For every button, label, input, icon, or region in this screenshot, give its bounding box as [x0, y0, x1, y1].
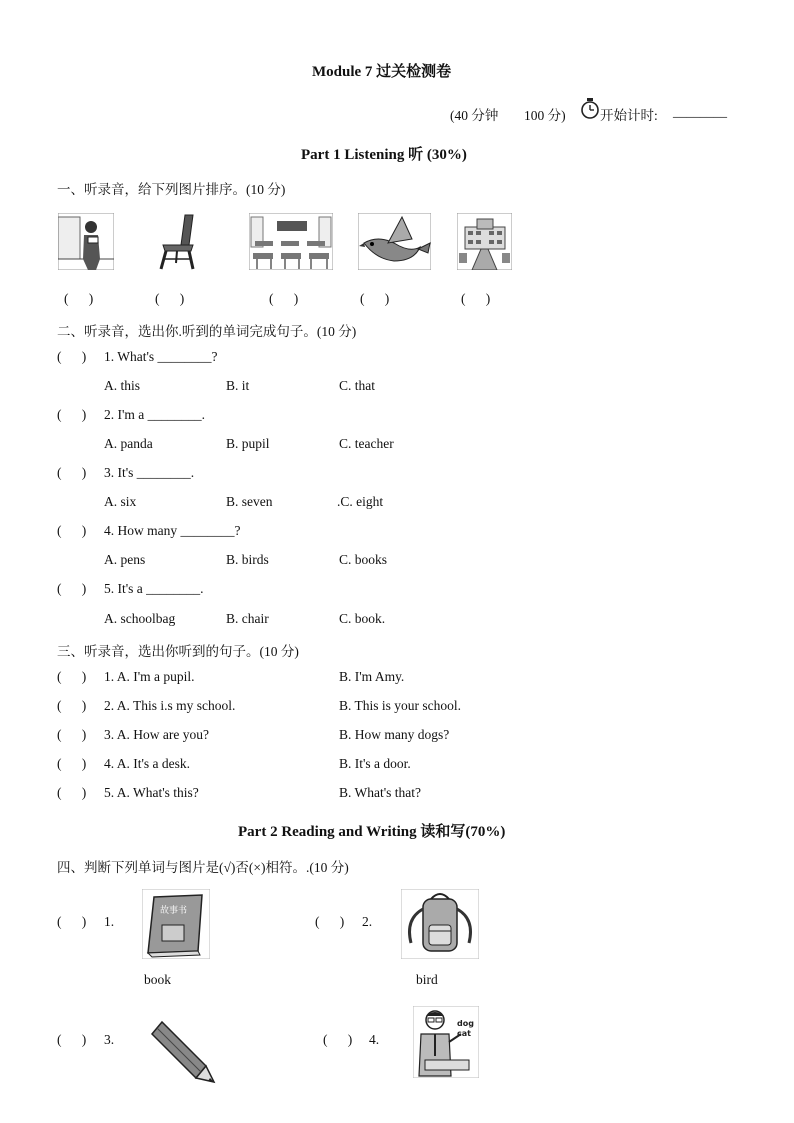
board-word-cat: cat [457, 1029, 471, 1038]
school-picture [457, 213, 512, 270]
option-b: B. seven [226, 494, 273, 509]
part1-heading: Part 1 Listening 听 (30%) [301, 147, 467, 163]
item-number: 4. [369, 1032, 380, 1047]
option-b: B. birds [226, 552, 269, 567]
total-score: 100 分) [524, 108, 566, 123]
option-a: 5. A. What's this? [104, 785, 199, 800]
item-word: bird [416, 972, 438, 987]
pencil-picture [148, 1020, 216, 1084]
order-bracket[interactable]: ( ) [360, 291, 390, 306]
option-c: .C. eight [337, 494, 384, 509]
classroom-picture [249, 213, 333, 270]
question-text: 5. It's a ________. [104, 581, 204, 596]
question-text: 3. It's ________. [104, 465, 195, 480]
answer-bracket[interactable]: ( ) [57, 914, 87, 929]
answer-bracket[interactable]: ( ) [57, 1032, 87, 1047]
option-a: 2. A. This i.s my school. [104, 698, 236, 713]
answer-bracket[interactable]: ( ) [57, 698, 87, 713]
time-limit: (40 分钟 [450, 108, 499, 123]
answer-bracket[interactable]: ( ) [57, 669, 87, 684]
bird-picture [358, 213, 431, 270]
part2-heading: Part 2 Reading and Writing 读和写(70%) [238, 824, 506, 840]
order-bracket[interactable]: ( ) [155, 291, 185, 306]
question-text: 4. How many ________? [104, 523, 241, 538]
answer-bracket[interactable]: ( ) [57, 523, 87, 538]
answer-bracket[interactable]: ( ) [57, 581, 87, 596]
question-text: 1. What's ________? [104, 349, 218, 364]
option-b: B. How many dogs? [339, 727, 450, 742]
answer-bracket[interactable]: ( ) [57, 756, 87, 771]
answer-bracket[interactable]: ( ) [323, 1032, 353, 1047]
item-number: 1. [104, 914, 115, 929]
page-title: Module 7 过关检测卷 [312, 64, 452, 80]
option-a: A. this [104, 378, 141, 393]
answer-bracket[interactable]: ( ) [57, 785, 87, 800]
question-text: 2. I'm a ________. [104, 407, 206, 422]
option-a: A. six [104, 494, 137, 509]
section1-heading: 一、听录音，给下列图片排序。(10 分) [57, 182, 286, 197]
teacher-board-picture [413, 1006, 479, 1078]
answer-bracket[interactable]: ( ) [57, 407, 87, 422]
option-b: B. it [226, 378, 250, 393]
section3-heading: 三、听录音，选出你听到的句子。(10 分) [57, 644, 299, 659]
option-b: B. chair [226, 611, 269, 626]
option-b: B. This is your school. [339, 698, 462, 713]
answer-bracket[interactable]: ( ) [57, 349, 87, 364]
stopwatch-icon [580, 97, 600, 119]
option-a: A. pens [104, 552, 146, 567]
storybook-picture [142, 889, 210, 959]
option-b: B. pupil [226, 436, 270, 451]
option-a: A. panda [104, 436, 153, 451]
timer-label: 开始计时: [600, 108, 658, 123]
schoolbag-picture [401, 889, 479, 959]
option-b: B. What's that? [339, 785, 422, 800]
option-a: 4. A. It's a desk. [104, 756, 191, 771]
teacher-picture [58, 213, 114, 270]
option-a: 1. A. I'm a pupil. [104, 669, 195, 684]
answer-bracket[interactable]: ( ) [315, 914, 345, 929]
option-c: C. that [339, 378, 375, 393]
answer-bracket[interactable]: ( ) [57, 727, 87, 742]
option-a: 3. A. How are you? [104, 727, 209, 742]
board-word-dog: dog [457, 1019, 474, 1028]
section4-heading: 四、判断下列单词与图片是(√)否(×)相符。.(10 分) [57, 860, 349, 875]
option-c: C. book. [339, 611, 386, 626]
option-b: B. I'm Amy. [339, 669, 405, 684]
timer-blank: ________ [673, 104, 727, 119]
option-a: A. schoolbag [104, 611, 176, 626]
option-c: C. teacher [339, 436, 394, 451]
option-b: B. It's a door. [339, 756, 411, 771]
item-number: 3. [104, 1032, 115, 1047]
order-bracket[interactable]: ( ) [269, 291, 299, 306]
item-word: book [144, 972, 171, 987]
answer-bracket[interactable]: ( ) [57, 465, 87, 480]
order-bracket[interactable]: ( ) [64, 291, 94, 306]
section2-heading: 二、听录音，选出你.听到的单词完成句子。(10 分) [57, 324, 357, 339]
option-c: C. books [339, 552, 388, 567]
item-number: 2. [362, 914, 373, 929]
storybook-cover-text: 故事书 [160, 906, 188, 916]
order-bracket[interactable]: ( ) [461, 291, 491, 306]
chair-picture [157, 213, 207, 270]
